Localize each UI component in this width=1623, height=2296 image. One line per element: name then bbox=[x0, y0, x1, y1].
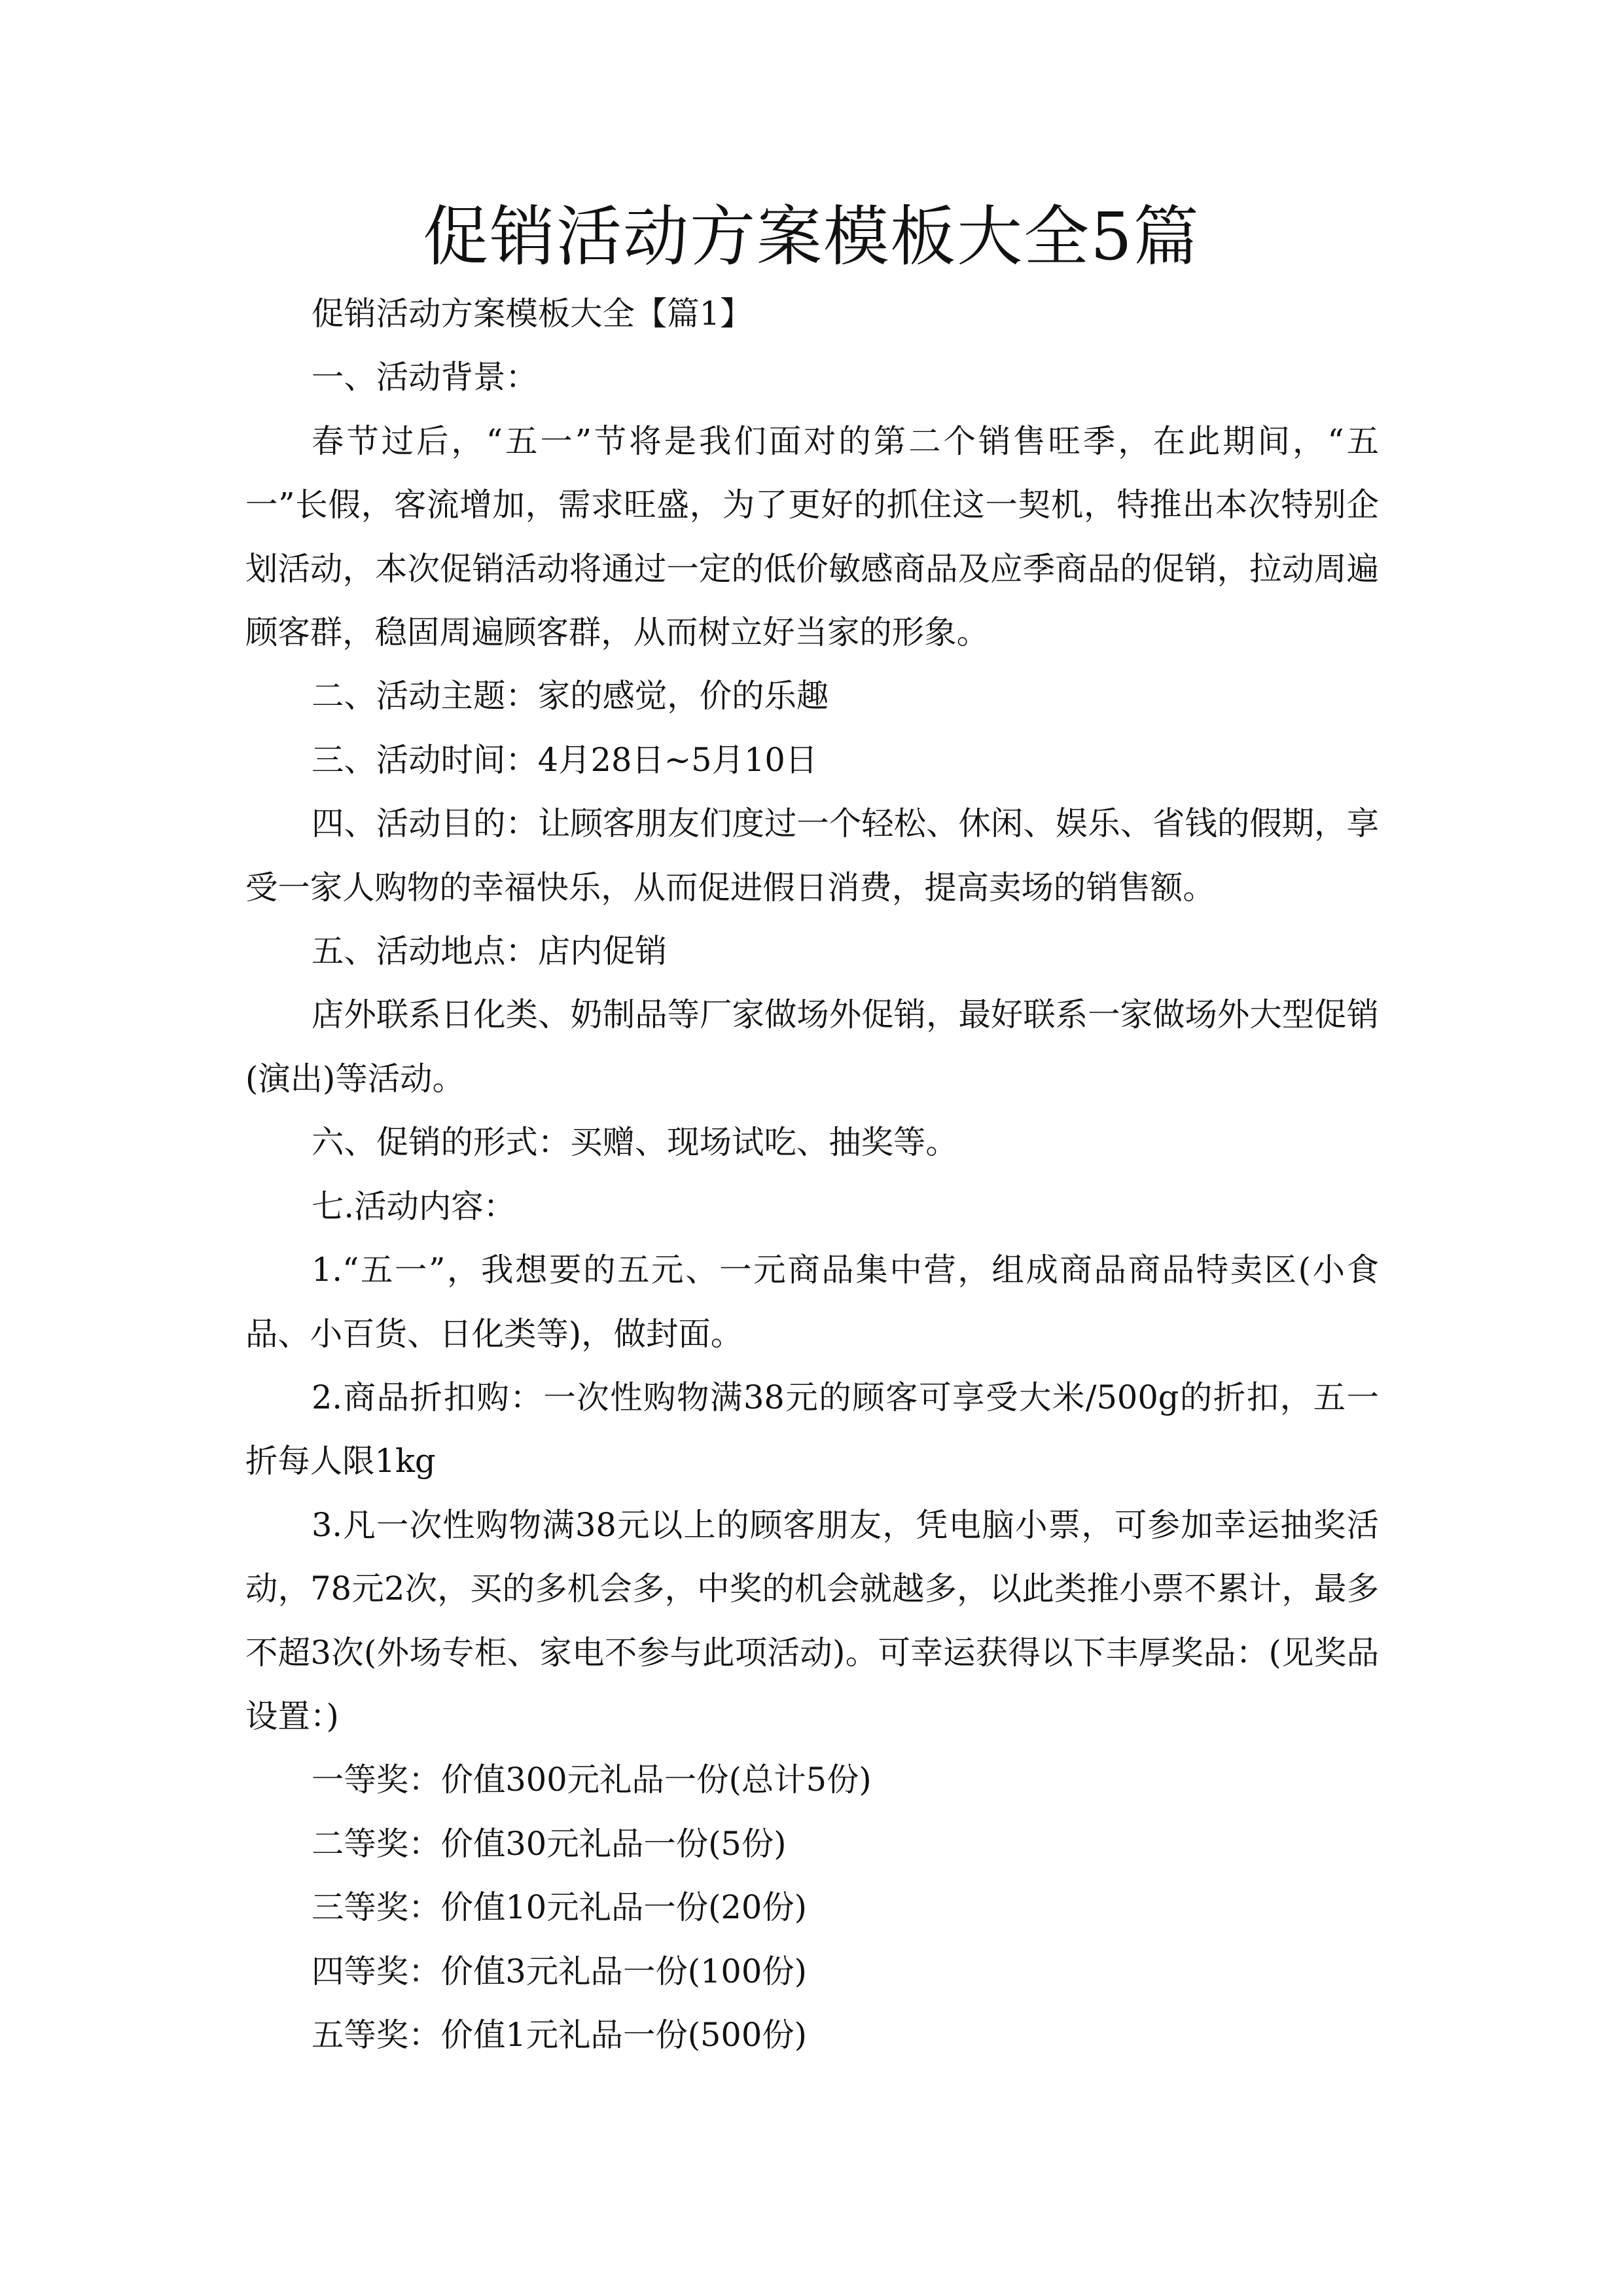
paragraph-background: 春节过后，“五一”节将是我们面对的第二个销售旺季，在此期间，“五一”长假，客流增加，需求旺盛，为了更好的抓住这一契机，特推出本次特别企划活动，本次促销活动将通过一定的低价敏感商品及应季商品的促销，拉动周遍顾客群，稳固周遍顾客群，从而树立好当家的形象。 bbox=[245, 422, 1379, 652]
section-heading: 促销活动方案模板大全【篇1】 bbox=[312, 295, 753, 332]
document-title: 促销活动方案模板大全5篇 bbox=[423, 198, 1200, 275]
heading-background: 一、活动背景： bbox=[312, 358, 538, 397]
prize-item: 二等奖：价值30元礼品一份(5份) bbox=[312, 1824, 787, 1863]
paragraph-time: 三、活动时间：4月28日~5月10日 bbox=[312, 740, 818, 779]
prize-item: 四等奖：价值3元礼品一份(100份) bbox=[312, 1952, 807, 1990]
prize-item: 五等奖：价值1元礼品一份(500份) bbox=[312, 2015, 807, 2054]
paragraph-theme: 二、活动主题：家的感觉，价的乐趣 bbox=[312, 677, 829, 715]
prize-item: 一等奖：价值300元礼品一份(总计5份) bbox=[312, 1761, 872, 1799]
prize-item: 三等奖：价值10元礼品一份(20份) bbox=[312, 1888, 807, 1927]
list-item: 3.凡一次性购物满38元以上的顾客朋友，凭电脑小票，可参加幸运抽奖活动，78元2次，买的多机会多，中奖的机会就越多，以此类推小票不累计，最多不超3次(外场专柜、家电不参与此项活动)。可幸运获得以下丰厚奖品：(见奖品设置：) bbox=[245, 1505, 1379, 1735]
list-item: 1.“五一”，我想要的五元、一元商品集中营，组成商品商品特卖区(小食品、小百货、日化类等)，做封面。 bbox=[245, 1251, 1379, 1353]
list-item: 2.商品折扣购：一次性购物满38元的顾客可享受大米/500g的折扣，五一折每人限1kg bbox=[245, 1378, 1379, 1480]
paragraph-outside: 店外联系日化类、奶制品等厂家做场外促销，最好联系一家做场外大型促销(演出)等活动。 bbox=[245, 996, 1379, 1098]
paragraph-forms: 六、促销的形式：买赠、现场试吃、抽奖等。 bbox=[312, 1123, 958, 1162]
heading-content: 七.活动内容： bbox=[312, 1187, 516, 1225]
paragraph-purpose: 四、活动目的：让顾客朋友们度过一个轻松、休闲、娱乐、省钱的假期，享受一家人购物的幸福快乐，从而促进假日消费，提高卖场的销售额。 bbox=[245, 804, 1379, 906]
document-body bbox=[245, 282, 1379, 2067]
paragraph-location: 五、活动地点：店内促销 bbox=[312, 932, 668, 971]
